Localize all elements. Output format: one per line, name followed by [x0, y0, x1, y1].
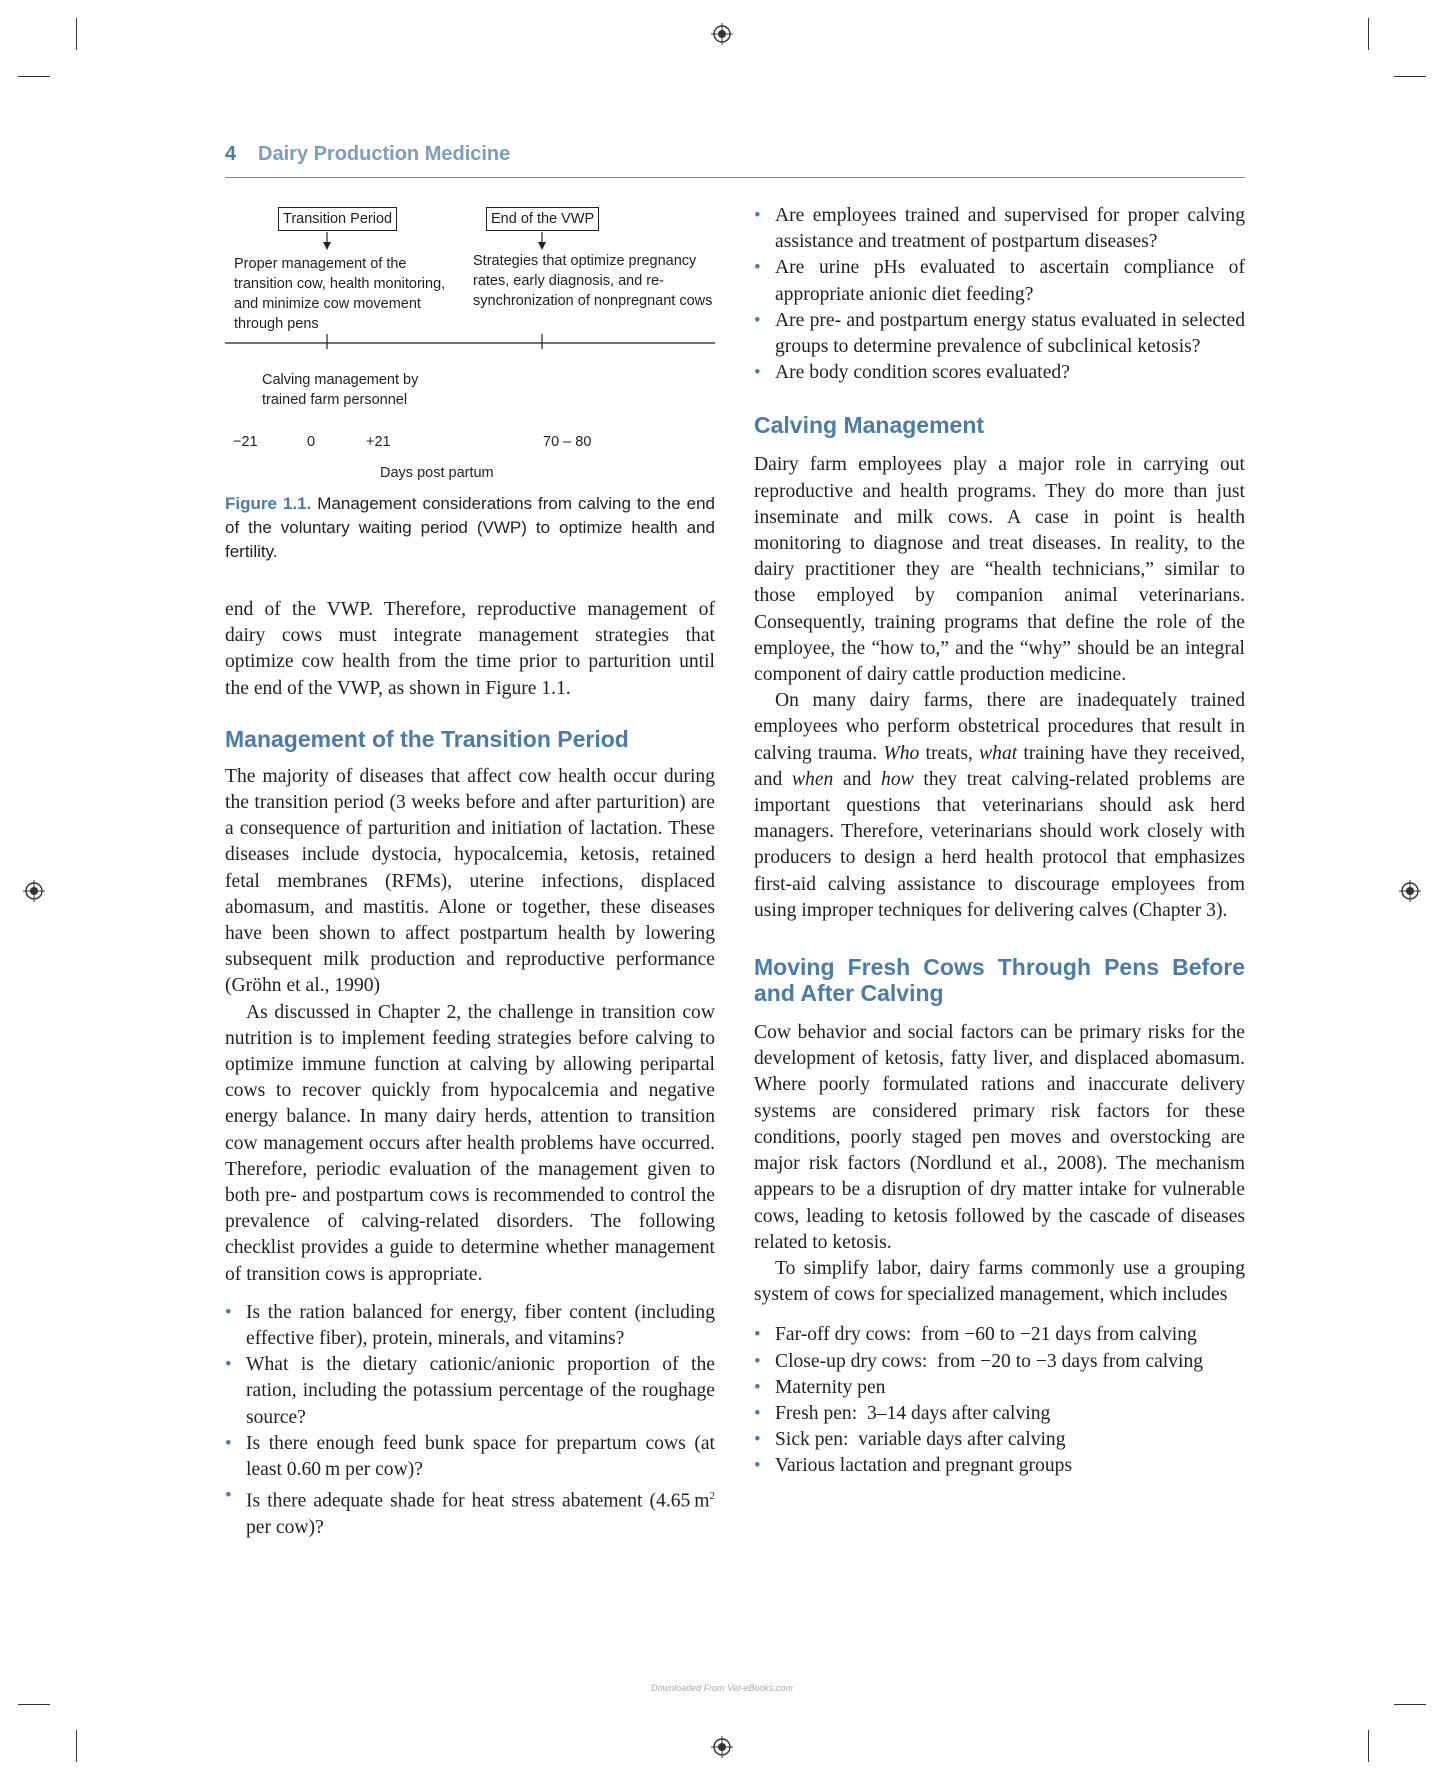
list-item: • Are pre- and postpartum energy status evaluated in selected groups to determine prevalence of subclinical ketosis?	[754, 308, 1245, 360]
paragraph: To simplify labor, dairy farms commonly use a grouping system of cows for specialized management, which includes	[754, 1257, 1245, 1306]
figure-timeline-diagram	[225, 200, 715, 500]
list-item: • Sick pen: variable days after calving	[754, 1427, 1245, 1453]
crop-mark	[18, 76, 50, 77]
list-item: • Are body condition scores evaluated?	[754, 360, 1245, 386]
paragraph: end of the VWP. Therefore, reproductive management of dairy cows must integrate management strategies that optimize cow health from the time prior to parturition until the end of the VWP, as shown in Figure 1.1.	[225, 599, 715, 699]
list-item: • Fresh pen: 3–14 days after calving	[754, 1401, 1245, 1427]
figure-caption-label: Figure 1.1.	[225, 494, 312, 513]
grouping-list	[754, 1322, 1245, 1479]
list-item: • Is the ration balanced for energy, fiber content (including effective fiber), protein, minerals, and vitamins?	[225, 1300, 715, 1352]
text-run: training have they received, and	[754, 742, 1245, 790]
right-column	[754, 203, 1245, 1480]
figure-text-calving: Calving management by trained farm personnel	[262, 372, 419, 408]
text-run: what	[979, 742, 1018, 764]
figure-text-transition: Proper management of the transition cow, health monitoring, and minimize cow movement through pens	[234, 256, 446, 332]
superscript: 2	[709, 1490, 715, 1503]
text-run: and	[833, 768, 882, 790]
page-number: 4	[225, 143, 237, 165]
figure-tick-label: 70 – 80	[543, 434, 592, 450]
paragraph: The majority of diseases that affect cow health occur during the transition period (3 weeks before and after parturition) are a consequence of parturition and initiation of lactation. These diseases include dystocia, hypocalcemia, ketosis, retained fetal membranes (RFMs), uterine infections, displaced abomasum, and mastitis. Alone or together, these diseases have been shown to affect postpartum health by lowering subsequent milk production and reproductive performance (Gröhn et al., 1990)	[225, 765, 715, 997]
figure-box-end-of-vwp: End of the VWP	[486, 207, 599, 231]
registration-mark-icon	[1399, 880, 1421, 902]
registration-mark-icon	[23, 880, 45, 902]
paragraph: As discussed in Chapter 2, the challenge in transition cow nutrition is to implement feeding strategies before calving to optimize immune function at calving by allowing peripartal cows to recover quickly from hypocalcemia and negative energy balance. In many dairy herds, attention to transition cow management occurs after health problems have occurred. Therefore, periodic evaluation of the management given to both pre- and postpartum cows is recommended to control the prevalence of calving-related disorders. The following checklist provides a guide to determine whether management of transition cows is appropriate.	[225, 1001, 715, 1285]
figure-tick-label: +21	[366, 434, 391, 450]
text-run: Who	[883, 742, 920, 764]
list-item: • Various lactation and pregnant groups	[754, 1453, 1245, 1479]
list-item: • Maternity pen	[754, 1375, 1245, 1401]
crop-mark	[76, 18, 77, 50]
list-item: • What is the dietary cationic/anionic proportion of the ration, including the potassium percentage of the roughage source?	[225, 1352, 715, 1431]
list-item: • Are urine pHs evaluated to ascertain compliance of appropriate anionic diet feeding?	[754, 255, 1245, 307]
left-column	[225, 597, 715, 1541]
section-heading-moving-cows: Moving Fresh Cows Through Pens Before and After Calving	[754, 954, 1245, 1007]
figure-tick-label: 0	[307, 434, 316, 450]
crop-mark	[1368, 1730, 1369, 1762]
text-run: when	[791, 768, 834, 790]
running-header	[225, 143, 1245, 178]
running-title: Dairy Production Medicine	[258, 143, 511, 165]
list-item: • Close-up dry cows: from −20 to −3 days from calving	[754, 1349, 1245, 1375]
figure-tick-label: −21	[233, 434, 258, 450]
figure-box-transition-period: Transition Period	[278, 207, 397, 231]
section-heading-transition: Management of the Transition Period	[225, 725, 629, 752]
crop-mark	[1368, 18, 1369, 50]
crop-mark	[76, 1730, 77, 1762]
figure-axis-label: Days post partum	[380, 465, 494, 481]
text-run: On many dairy farms, there are inadequately trained employees who perform obstetrical procedures that result in calving trauma.	[754, 690, 1245, 764]
text-run: they treat calving-related problems are important questions that veterinarians should ask herd managers. Therefore, veterinarians should work closely with producers to design a herd health protocol that emphasizes first-aid calving assistance to discourage employees from using improper techniques for delivering calves (Chapter 3).	[754, 768, 1245, 921]
text-run: treats,	[919, 742, 980, 764]
list-item-text: Is there adequate shade for heat stress abatement (4.65 m	[246, 1490, 710, 1512]
download-watermark: Downloaded From Vet-eBooks.com	[651, 1683, 793, 1693]
list-item-text: per cow)?	[246, 1517, 324, 1539]
figure-text-vwp: Strategies that optimize pregnancy rates, early diagnosis, and re-synchronization of nonpregnant cows	[473, 253, 713, 309]
checklist	[754, 203, 1245, 386]
figure-caption-text: Management considerations from calving to the end of the voluntary waiting period (VWP) to optimize health and fertility.	[225, 494, 715, 561]
figure-caption	[225, 492, 715, 564]
registration-mark-icon	[711, 1736, 733, 1758]
list-item	[225, 1483, 715, 1541]
crop-mark	[18, 1704, 50, 1705]
section-heading-calving: Calving Management	[754, 412, 985, 439]
list-item: • Far-off dry cows: from −60 to −21 days from calving	[754, 1322, 1245, 1348]
checklist	[225, 1300, 715, 1541]
paragraph	[754, 688, 1245, 924]
list-item: • Are employees trained and supervised for proper calving assistance and treatment of postpartum diseases?	[754, 203, 1245, 255]
paragraph: Cow behavior and social factors can be primary risks for the development of ketosis, fatty liver, and displaced abomasum. Where poorly formulated rations and inaccurate delivery systems are considered primary risk factors for these conditions, poorly staged pen moves and overstocking are major risk factors (Nordlund et al., 2008). The mechanism appears to be a disruption of dry matter intake for vulnerable cows, leading to ketosis followed by the cascade of diseases related to ketosis.	[754, 1022, 1245, 1253]
crop-mark	[1394, 1704, 1426, 1705]
crop-mark	[1394, 76, 1426, 77]
registration-mark-icon	[711, 23, 733, 45]
paragraph: Dairy farm employees play a major role in carrying out reproductive and health programs. They do more than just inseminate and milk cows. A case in point is health monitoring to diagnose and treat diseases. In reality, to the dairy practitioner they are “health technicians,” similar to those employed by companion animal veterinarians. Consequently, training programs that define the role of the employee, the “how to,” and the “why” should be an integral component of dairy cattle production medicine.	[754, 454, 1245, 686]
text-run: how	[881, 768, 914, 790]
list-item: • Is there enough feed bunk space for prepartum cows (at least 0.60 m per cow)?	[225, 1431, 715, 1483]
